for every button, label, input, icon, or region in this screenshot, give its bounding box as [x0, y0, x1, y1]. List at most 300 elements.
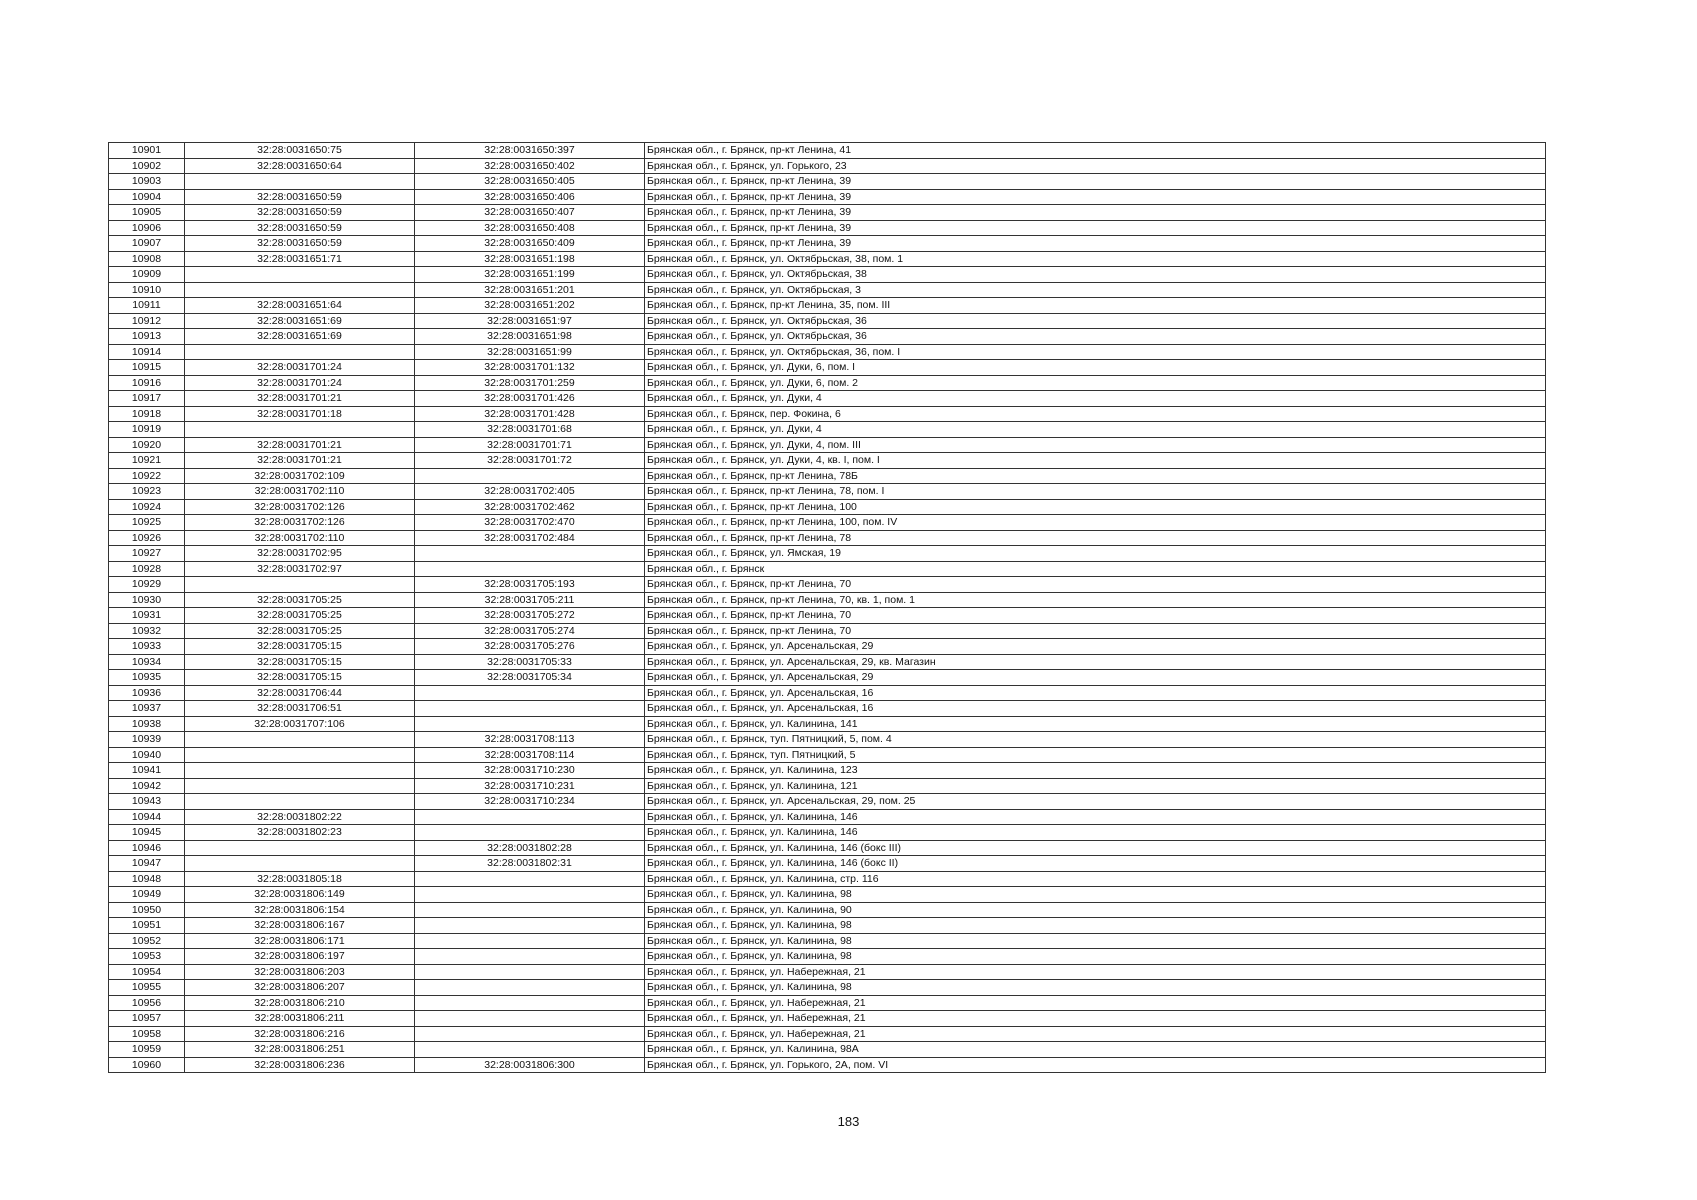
table-row	[109, 747, 1546, 763]
land-plot-cadastral-number-cell	[185, 763, 415, 779]
table-row	[109, 236, 1546, 252]
object-cadastral-number-cell: 32:28:0031702:462	[415, 499, 645, 515]
object-cadastral-number-cell: 32:28:0031650:408	[415, 220, 645, 236]
row-number-cell: 10909	[109, 267, 185, 283]
object-cadastral-number-cell: 32:28:0031651:98	[415, 329, 645, 345]
land-plot-cadastral-number-cell: 32:28:0031651:69	[185, 313, 415, 329]
table-row	[109, 205, 1546, 221]
land-plot-cadastral-number-cell: 32:28:0031806:210	[185, 995, 415, 1011]
row-number-cell: 10921	[109, 453, 185, 469]
table-row	[109, 360, 1546, 376]
address-cell: Брянская обл., г. Брянск, пр-кт Ленина, 39	[645, 189, 1546, 205]
table-row	[109, 778, 1546, 794]
table-row	[109, 515, 1546, 531]
address-cell: Брянская обл., г. Брянск, ул. Ямская, 19	[645, 546, 1546, 562]
row-number-cell: 10945	[109, 825, 185, 841]
address-cell: Брянская обл., г. Брянск, ул. Арсенальская, 29, пом. 25	[645, 794, 1546, 810]
row-number-cell: 10910	[109, 282, 185, 298]
table-row	[109, 375, 1546, 391]
table-row	[109, 313, 1546, 329]
table-row	[109, 871, 1546, 887]
land-plot-cadastral-number-cell: 32:28:0031706:44	[185, 685, 415, 701]
row-number-cell: 10914	[109, 344, 185, 360]
table-row	[109, 856, 1546, 872]
address-cell: Брянская обл., г. Брянск, пр-кт Ленина, 41	[645, 143, 1546, 159]
object-cadastral-number-cell: 32:28:0031651:199	[415, 267, 645, 283]
address-cell: Брянская обл., г. Брянск, ул. Октябрьская, 38, пом. 1	[645, 251, 1546, 267]
object-cadastral-number-cell: 32:28:0031708:114	[415, 747, 645, 763]
object-cadastral-number-cell: 32:28:0031651:99	[415, 344, 645, 360]
land-plot-cadastral-number-cell: 32:28:0031650:59	[185, 189, 415, 205]
land-plot-cadastral-number-cell	[185, 422, 415, 438]
row-number-cell: 10937	[109, 701, 185, 717]
row-number-cell: 10912	[109, 313, 185, 329]
row-number-cell: 10926	[109, 530, 185, 546]
address-cell: Брянская обл., г. Брянск, ул. Калинина, 146	[645, 809, 1546, 825]
land-plot-cadastral-number-cell	[185, 577, 415, 593]
address-cell: Брянская обл., г. Брянск, пр-кт Ленина, 39	[645, 205, 1546, 221]
address-cell: Брянская обл., г. Брянск, пер. Фокина, 6	[645, 406, 1546, 422]
row-number-cell: 10941	[109, 763, 185, 779]
page-number: 183	[837, 1114, 860, 1129]
row-number-cell: 10906	[109, 220, 185, 236]
row-number-cell: 10953	[109, 949, 185, 965]
table-row	[109, 732, 1546, 748]
land-plot-cadastral-number-cell: 32:28:0031701:24	[185, 360, 415, 376]
row-number-cell: 10924	[109, 499, 185, 515]
object-cadastral-number-cell: 32:28:0031650:405	[415, 174, 645, 190]
object-cadastral-number-cell	[415, 964, 645, 980]
row-number-cell: 10946	[109, 840, 185, 856]
table-row	[109, 220, 1546, 236]
table-row	[109, 282, 1546, 298]
land-plot-cadastral-number-cell: 32:28:0031702:97	[185, 561, 415, 577]
object-cadastral-number-cell: 32:28:0031705:276	[415, 639, 645, 655]
address-cell: Брянская обл., г. Брянск, пр-кт Ленина, 78	[645, 530, 1546, 546]
table-row	[109, 143, 1546, 159]
land-plot-cadastral-number-cell: 32:28:0031705:25	[185, 623, 415, 639]
land-plot-cadastral-number-cell: 32:28:0031651:71	[185, 251, 415, 267]
table-row	[109, 577, 1546, 593]
object-cadastral-number-cell: 32:28:0031701:426	[415, 391, 645, 407]
object-cadastral-number-cell	[415, 468, 645, 484]
row-number-cell: 10951	[109, 918, 185, 934]
address-cell: Брянская обл., г. Брянск, ул. Дуки, 4	[645, 422, 1546, 438]
row-number-cell: 10952	[109, 933, 185, 949]
object-cadastral-number-cell	[415, 918, 645, 934]
object-cadastral-number-cell	[415, 1011, 645, 1027]
address-cell: Брянская обл., г. Брянск, пр-кт Ленина, 100	[645, 499, 1546, 515]
object-cadastral-number-cell	[415, 871, 645, 887]
object-cadastral-number-cell: 32:28:0031651:97	[415, 313, 645, 329]
land-plot-cadastral-number-cell	[185, 778, 415, 794]
address-cell: Брянская обл., г. Брянск, ул. Калинина, 98	[645, 918, 1546, 934]
land-plot-cadastral-number-cell: 32:28:0031651:64	[185, 298, 415, 314]
object-cadastral-number-cell: 32:28:0031701:132	[415, 360, 645, 376]
address-cell: Брянская обл., г. Брянск, ул. Дуки, 6, пом. I	[645, 360, 1546, 376]
table-row	[109, 422, 1546, 438]
land-plot-cadastral-number-cell: 32:28:0031702:109	[185, 468, 415, 484]
row-number-cell: 10930	[109, 592, 185, 608]
address-cell: Брянская обл., г. Брянск, ул. Арсенальская, 16	[645, 685, 1546, 701]
table-row	[109, 530, 1546, 546]
row-number-cell: 10923	[109, 484, 185, 500]
land-plot-cadastral-number-cell: 32:28:0031701:24	[185, 375, 415, 391]
land-plot-cadastral-number-cell: 32:28:0031705:15	[185, 654, 415, 670]
address-cell: Брянская обл., г. Брянск, ул. Октябрьская, 3	[645, 282, 1546, 298]
object-cadastral-number-cell	[415, 546, 645, 562]
land-plot-cadastral-number-cell: 32:28:0031705:15	[185, 670, 415, 686]
land-plot-cadastral-number-cell: 32:28:0031802:23	[185, 825, 415, 841]
address-cell: Брянская обл., г. Брянск, ул. Октябрьская, 36	[645, 313, 1546, 329]
land-plot-cadastral-number-cell: 32:28:0031806:171	[185, 933, 415, 949]
table-row	[109, 1026, 1546, 1042]
row-number-cell: 10911	[109, 298, 185, 314]
land-plot-cadastral-number-cell: 32:28:0031701:21	[185, 391, 415, 407]
land-plot-cadastral-number-cell	[185, 344, 415, 360]
object-cadastral-number-cell	[415, 825, 645, 841]
land-plot-cadastral-number-cell	[185, 282, 415, 298]
address-cell: Брянская обл., г. Брянск, ул. Октябрьская, 36	[645, 329, 1546, 345]
row-number-cell: 10942	[109, 778, 185, 794]
address-cell: Брянская обл., г. Брянск, пр-кт Ленина, 100, пом. IV	[645, 515, 1546, 531]
object-cadastral-number-cell: 32:28:0031806:300	[415, 1057, 645, 1073]
address-cell: Брянская обл., г. Брянск, ул. Калинина, 121	[645, 778, 1546, 794]
row-number-cell: 10949	[109, 887, 185, 903]
table-row	[109, 809, 1546, 825]
land-plot-cadastral-number-cell	[185, 840, 415, 856]
row-number-cell: 10918	[109, 406, 185, 422]
row-number-cell: 10956	[109, 995, 185, 1011]
address-cell: Брянская обл., г. Брянск, ул. Арсенальская, 29	[645, 639, 1546, 655]
table-row	[109, 484, 1546, 500]
row-number-cell: 10917	[109, 391, 185, 407]
land-plot-cadastral-number-cell: 32:28:0031701:18	[185, 406, 415, 422]
land-plot-cadastral-number-cell: 32:28:0031806:197	[185, 949, 415, 965]
object-cadastral-number-cell	[415, 1042, 645, 1058]
address-cell: Брянская обл., г. Брянск, ул. Набережная, 21	[645, 1026, 1546, 1042]
object-cadastral-number-cell: 32:28:0031710:234	[415, 794, 645, 810]
row-number-cell: 10929	[109, 577, 185, 593]
land-plot-cadastral-number-cell: 32:28:0031705:25	[185, 608, 415, 624]
address-cell: Брянская обл., г. Брянск	[645, 561, 1546, 577]
object-cadastral-number-cell: 32:28:0031650:409	[415, 236, 645, 252]
land-plot-cadastral-number-cell	[185, 794, 415, 810]
address-cell: Брянская обл., г. Брянск, пр-кт Ленина, 39	[645, 174, 1546, 190]
row-number-cell: 10905	[109, 205, 185, 221]
land-plot-cadastral-number-cell: 32:28:0031650:59	[185, 220, 415, 236]
object-cadastral-number-cell: 32:28:0031710:230	[415, 763, 645, 779]
object-cadastral-number-cell: 32:28:0031651:202	[415, 298, 645, 314]
address-cell: Брянская обл., г. Брянск, ул. Дуки, 6, пом. 2	[645, 375, 1546, 391]
land-plot-cadastral-number-cell: 32:28:0031701:21	[185, 437, 415, 453]
address-cell: Брянская обл., г. Брянск, пр-кт Ленина, 70	[645, 608, 1546, 624]
row-number-cell: 10925	[109, 515, 185, 531]
address-cell: Брянская обл., г. Брянск, ул. Горького, 23	[645, 158, 1546, 174]
row-number-cell: 10920	[109, 437, 185, 453]
land-plot-cadastral-number-cell	[185, 732, 415, 748]
address-cell: Брянская обл., г. Брянск, ул. Арсенальская, 29, кв. Магазин	[645, 654, 1546, 670]
row-number-cell: 10938	[109, 716, 185, 732]
address-cell: Брянская обл., г. Брянск, ул. Набережная, 21	[645, 995, 1546, 1011]
land-plot-cadastral-number-cell: 32:28:0031702:110	[185, 484, 415, 500]
object-cadastral-number-cell	[415, 933, 645, 949]
object-cadastral-number-cell: 32:28:0031701:428	[415, 406, 645, 422]
row-number-cell: 10947	[109, 856, 185, 872]
object-cadastral-number-cell: 32:28:0031651:201	[415, 282, 645, 298]
table-row	[109, 716, 1546, 732]
object-cadastral-number-cell: 32:28:0031650:402	[415, 158, 645, 174]
address-cell: Брянская обл., г. Брянск, ул. Калинина, 98	[645, 933, 1546, 949]
table-row	[109, 189, 1546, 205]
object-cadastral-number-cell	[415, 809, 645, 825]
land-plot-cadastral-number-cell: 32:28:0031702:126	[185, 515, 415, 531]
object-cadastral-number-cell: 32:28:0031708:113	[415, 732, 645, 748]
row-number-cell: 10933	[109, 639, 185, 655]
object-cadastral-number-cell: 32:28:0031802:31	[415, 856, 645, 872]
land-plot-cadastral-number-cell: 32:28:0031706:51	[185, 701, 415, 717]
address-cell: Брянская обл., г. Брянск, ул. Дуки, 4, кв. I, пом. I	[645, 453, 1546, 469]
table-row	[109, 592, 1546, 608]
table-row	[109, 391, 1546, 407]
object-cadastral-number-cell	[415, 1026, 645, 1042]
row-number-cell: 10922	[109, 468, 185, 484]
table-row	[109, 267, 1546, 283]
address-cell: Брянская обл., г. Брянск, ул. Дуки, 4, пом. III	[645, 437, 1546, 453]
address-cell: Брянская обл., г. Брянск, пр-кт Ленина, 35, пом. III	[645, 298, 1546, 314]
land-plot-cadastral-number-cell: 32:28:0031651:69	[185, 329, 415, 345]
row-number-cell: 10939	[109, 732, 185, 748]
address-cell: Брянская обл., г. Брянск, ул. Калинина, 98	[645, 887, 1546, 903]
table-row	[109, 701, 1546, 717]
table-row	[109, 825, 1546, 841]
table-row	[109, 763, 1546, 779]
table-row	[109, 918, 1546, 934]
row-number-cell: 10927	[109, 546, 185, 562]
land-plot-cadastral-number-cell: 32:28:0031806:207	[185, 980, 415, 996]
object-cadastral-number-cell	[415, 716, 645, 732]
object-cadastral-number-cell: 32:28:0031650:397	[415, 143, 645, 159]
land-plot-cadastral-number-cell	[185, 747, 415, 763]
address-cell: Брянская обл., г. Брянск, ул. Калинина, 146	[645, 825, 1546, 841]
address-cell: Брянская обл., г. Брянск, ул. Арсенальская, 29	[645, 670, 1546, 686]
table-row	[109, 902, 1546, 918]
table-row	[109, 251, 1546, 267]
object-cadastral-number-cell: 32:28:0031651:198	[415, 251, 645, 267]
row-number-cell: 10935	[109, 670, 185, 686]
row-number-cell: 10903	[109, 174, 185, 190]
row-number-cell: 10932	[109, 623, 185, 639]
land-plot-cadastral-number-cell	[185, 174, 415, 190]
records-table-body	[109, 143, 1546, 1073]
land-plot-cadastral-number-cell: 32:28:0031806:154	[185, 902, 415, 918]
row-number-cell: 10908	[109, 251, 185, 267]
address-cell: Брянская обл., г. Брянск, ул. Калинина, 141	[645, 716, 1546, 732]
table-row	[109, 995, 1546, 1011]
land-plot-cadastral-number-cell: 32:28:0031806:167	[185, 918, 415, 934]
object-cadastral-number-cell: 32:28:0031710:231	[415, 778, 645, 794]
object-cadastral-number-cell	[415, 995, 645, 1011]
row-number-cell: 10950	[109, 902, 185, 918]
table-row	[109, 840, 1546, 856]
row-number-cell: 10902	[109, 158, 185, 174]
table-row	[109, 499, 1546, 515]
land-plot-cadastral-number-cell: 32:28:0031707:106	[185, 716, 415, 732]
object-cadastral-number-cell: 32:28:0031650:406	[415, 189, 645, 205]
object-cadastral-number-cell	[415, 685, 645, 701]
object-cadastral-number-cell	[415, 902, 645, 918]
address-cell: Брянская обл., г. Брянск, пр-кт Ленина, 70	[645, 623, 1546, 639]
land-plot-cadastral-number-cell: 32:28:0031650:75	[185, 143, 415, 159]
object-cadastral-number-cell	[415, 561, 645, 577]
table-row	[109, 1011, 1546, 1027]
address-cell: Брянская обл., г. Брянск, пр-кт Ленина, 78Б	[645, 468, 1546, 484]
object-cadastral-number-cell	[415, 701, 645, 717]
object-cadastral-number-cell: 32:28:0031701:68	[415, 422, 645, 438]
table-row	[109, 468, 1546, 484]
land-plot-cadastral-number-cell: 32:28:0031805:18	[185, 871, 415, 887]
object-cadastral-number-cell: 32:28:0031705:34	[415, 670, 645, 686]
land-plot-cadastral-number-cell: 32:28:0031702:95	[185, 546, 415, 562]
table-row	[109, 546, 1546, 562]
table-row	[109, 670, 1546, 686]
land-plot-cadastral-number-cell: 32:28:0031702:110	[185, 530, 415, 546]
table-row	[109, 1042, 1546, 1058]
address-cell: Брянская обл., г. Брянск, ул. Дуки, 4	[645, 391, 1546, 407]
land-plot-cadastral-number-cell	[185, 856, 415, 872]
land-plot-cadastral-number-cell: 32:28:0031702:126	[185, 499, 415, 515]
table-row	[109, 329, 1546, 345]
table-row	[109, 453, 1546, 469]
table-row	[109, 437, 1546, 453]
row-number-cell: 10959	[109, 1042, 185, 1058]
object-cadastral-number-cell: 32:28:0031802:28	[415, 840, 645, 856]
table-row	[109, 561, 1546, 577]
address-cell: Брянская обл., г. Брянск, ул. Калинина, 98	[645, 949, 1546, 965]
land-plot-cadastral-number-cell: 32:28:0031701:21	[185, 453, 415, 469]
address-cell: Брянская обл., г. Брянск, ул. Калинина, 146 (бокс II)	[645, 856, 1546, 872]
land-plot-cadastral-number-cell: 32:28:0031806:211	[185, 1011, 415, 1027]
land-plot-cadastral-number-cell: 32:28:0031650:59	[185, 205, 415, 221]
object-cadastral-number-cell: 32:28:0031705:193	[415, 577, 645, 593]
row-number-cell: 10913	[109, 329, 185, 345]
table-row	[109, 298, 1546, 314]
row-number-cell: 10944	[109, 809, 185, 825]
row-number-cell: 10940	[109, 747, 185, 763]
object-cadastral-number-cell: 32:28:0031705:33	[415, 654, 645, 670]
table-row	[109, 949, 1546, 965]
address-cell: Брянская обл., г. Брянск, ул. Горького, 2А, пом. VI	[645, 1057, 1546, 1073]
row-number-cell: 10958	[109, 1026, 185, 1042]
row-number-cell: 10916	[109, 375, 185, 391]
object-cadastral-number-cell: 32:28:0031702:470	[415, 515, 645, 531]
address-cell: Брянская обл., г. Брянск, ул. Калинина, 146 (бокс III)	[645, 840, 1546, 856]
land-plot-cadastral-number-cell: 32:28:0031806:149	[185, 887, 415, 903]
address-cell: Брянская обл., г. Брянск, пр-кт Ленина, 78, пом. I	[645, 484, 1546, 500]
object-cadastral-number-cell: 32:28:0031705:211	[415, 592, 645, 608]
table-row	[109, 608, 1546, 624]
address-cell: Брянская обл., г. Брянск, ул. Калинина, стр. 116	[645, 871, 1546, 887]
object-cadastral-number-cell: 32:28:0031701:72	[415, 453, 645, 469]
object-cadastral-number-cell	[415, 980, 645, 996]
table-row	[109, 1057, 1546, 1073]
address-cell: Брянская обл., г. Брянск, ул. Калинина, 98А	[645, 1042, 1546, 1058]
row-number-cell: 10943	[109, 794, 185, 810]
row-number-cell: 10960	[109, 1057, 185, 1073]
address-cell: Брянская обл., г. Брянск, ул. Октябрьская, 36, пом. I	[645, 344, 1546, 360]
address-cell: Брянская обл., г. Брянск, ул. Набережная, 21	[645, 964, 1546, 980]
object-cadastral-number-cell	[415, 949, 645, 965]
row-number-cell: 10904	[109, 189, 185, 205]
table-row	[109, 654, 1546, 670]
table-row	[109, 980, 1546, 996]
object-cadastral-number-cell: 32:28:0031702:405	[415, 484, 645, 500]
table-row	[109, 639, 1546, 655]
row-number-cell: 10919	[109, 422, 185, 438]
address-cell: Брянская обл., г. Брянск, ул. Октябрьская, 38	[645, 267, 1546, 283]
object-cadastral-number-cell: 32:28:0031701:259	[415, 375, 645, 391]
row-number-cell: 10907	[109, 236, 185, 252]
land-plot-cadastral-number-cell: 32:28:0031806:251	[185, 1042, 415, 1058]
table-row	[109, 406, 1546, 422]
table-row	[109, 964, 1546, 980]
address-cell: Брянская обл., г. Брянск, туп. Пятницкий, 5, пом. 4	[645, 732, 1546, 748]
table-row	[109, 933, 1546, 949]
land-plot-cadastral-number-cell: 32:28:0031650:64	[185, 158, 415, 174]
row-number-cell: 10954	[109, 964, 185, 980]
object-cadastral-number-cell: 32:28:0031705:274	[415, 623, 645, 639]
row-number-cell: 10931	[109, 608, 185, 624]
records-table	[108, 142, 1546, 1073]
land-plot-cadastral-number-cell: 32:28:0031806:236	[185, 1057, 415, 1073]
land-plot-cadastral-number-cell: 32:28:0031705:25	[185, 592, 415, 608]
row-number-cell: 10948	[109, 871, 185, 887]
address-cell: Брянская обл., г. Брянск, пр-кт Ленина, 39	[645, 236, 1546, 252]
row-number-cell: 10955	[109, 980, 185, 996]
table-row	[109, 344, 1546, 360]
address-cell: Брянская обл., г. Брянск, пр-кт Ленина, 70	[645, 577, 1546, 593]
row-number-cell: 10934	[109, 654, 185, 670]
row-number-cell: 10957	[109, 1011, 185, 1027]
address-cell: Брянская обл., г. Брянск, ул. Калинина, 123	[645, 763, 1546, 779]
land-plot-cadastral-number-cell: 32:28:0031806:216	[185, 1026, 415, 1042]
address-cell: Брянская обл., г. Брянск, ул. Арсенальская, 16	[645, 701, 1546, 717]
land-plot-cadastral-number-cell: 32:28:0031802:22	[185, 809, 415, 825]
object-cadastral-number-cell: 32:28:0031650:407	[415, 205, 645, 221]
land-plot-cadastral-number-cell: 32:28:0031806:203	[185, 964, 415, 980]
object-cadastral-number-cell: 32:28:0031705:272	[415, 608, 645, 624]
address-cell: Брянская обл., г. Брянск, ул. Калинина, 98	[645, 980, 1546, 996]
object-cadastral-number-cell	[415, 887, 645, 903]
address-cell: Брянская обл., г. Брянск, пр-кт Ленина, 70, кв. 1, пом. 1	[645, 592, 1546, 608]
row-number-cell: 10936	[109, 685, 185, 701]
land-plot-cadastral-number-cell: 32:28:0031650:59	[185, 236, 415, 252]
table-row	[109, 174, 1546, 190]
table-row	[109, 685, 1546, 701]
land-plot-cadastral-number-cell: 32:28:0031705:15	[185, 639, 415, 655]
row-number-cell: 10915	[109, 360, 185, 376]
row-number-cell: 10928	[109, 561, 185, 577]
address-cell: Брянская обл., г. Брянск, ул. Набережная, 21	[645, 1011, 1546, 1027]
table-row	[109, 623, 1546, 639]
table-row	[109, 794, 1546, 810]
address-cell: Брянская обл., г. Брянск, пр-кт Ленина, 39	[645, 220, 1546, 236]
row-number-cell: 10901	[109, 143, 185, 159]
table-row	[109, 158, 1546, 174]
land-plot-cadastral-number-cell	[185, 267, 415, 283]
address-cell: Брянская обл., г. Брянск, ул. Калинина, 90	[645, 902, 1546, 918]
object-cadastral-number-cell: 32:28:0031702:484	[415, 530, 645, 546]
